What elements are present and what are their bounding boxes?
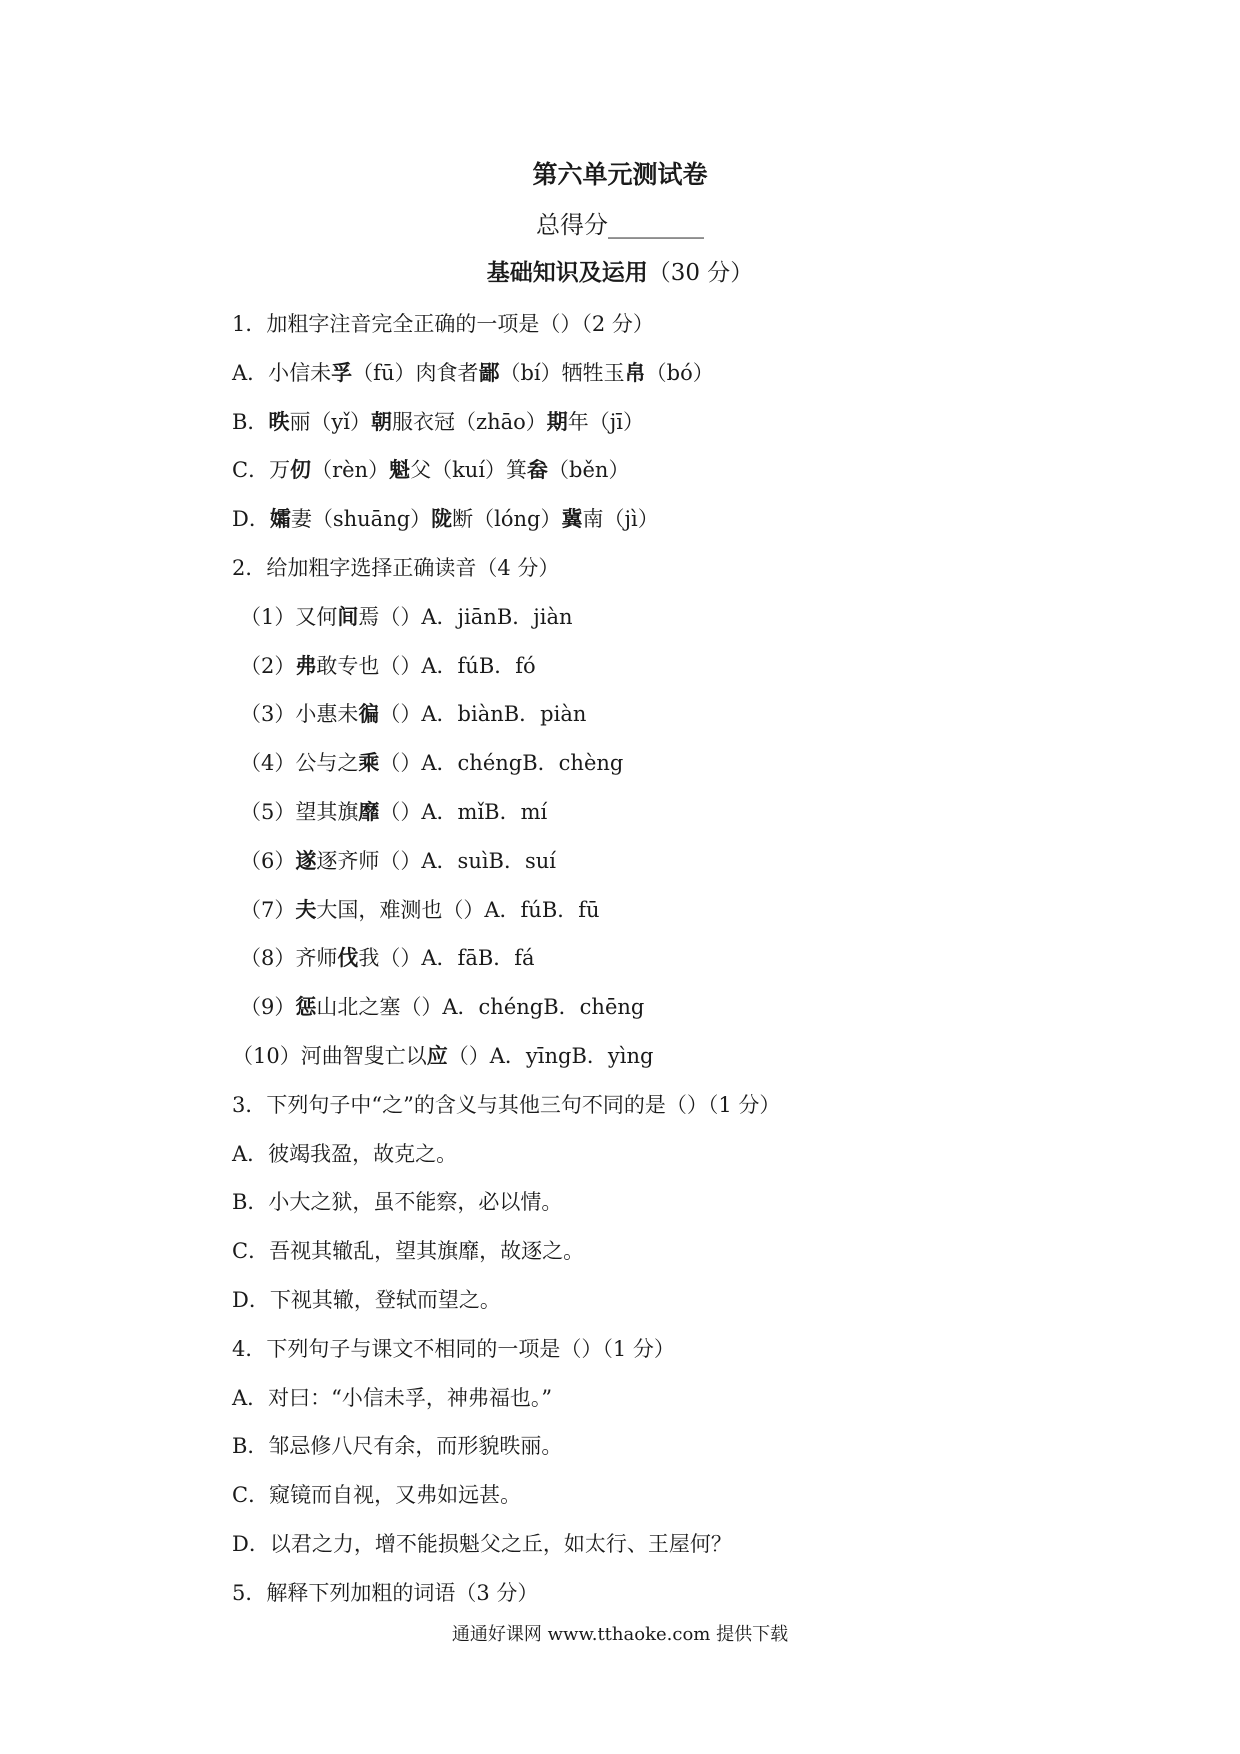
section-heading-text: 基础知识及运用: [486, 259, 648, 286]
bold-character: 夫: [295, 896, 317, 922]
line-text: （bó）: [645, 360, 714, 385]
bold-character: 惩: [295, 994, 317, 1020]
line-text: （fū）肉食者: [352, 360, 479, 385]
question-line-q4: [232, 1325, 1132, 1374]
bold-character: 靡: [358, 798, 380, 824]
line-text: 父（kuí）箕: [410, 458, 528, 483]
question-line-q2-6: [232, 837, 1132, 886]
bold-character: 冀: [561, 506, 583, 532]
line-text: B．: [232, 409, 269, 434]
line-text: 南（jì）: [582, 507, 659, 532]
line-text: 年（jī）: [567, 409, 645, 434]
line-text: D．下视其辙，登轼而望之。: [232, 1287, 501, 1312]
page-footer: 通通好课网 www.tthaoke.com 提供下载: [451, 1624, 789, 1645]
line-text: B．邹忌修八尺有余，而形貌昳丽。: [232, 1434, 563, 1459]
question-line-q1-a: [232, 349, 1132, 398]
question-line-q2-4: [232, 739, 1132, 788]
bold-character: 鄙: [478, 359, 500, 385]
question-line-q1-d: [232, 495, 1132, 544]
line-text: （8）齐师: [240, 946, 338, 971]
bold-character: 魁: [389, 457, 411, 483]
question-line-q1-c: [232, 446, 1132, 495]
line-text: 焉（）A．jiānB．jiàn: [358, 604, 573, 629]
question-line-q2-1: [232, 593, 1132, 642]
question-line-q3-c: [232, 1227, 1132, 1276]
line-text: 丽（yǐ）: [289, 409, 372, 434]
bold-character: 乘: [358, 750, 380, 776]
question-line-q4-b: [232, 1422, 1132, 1471]
total-score-label: 总得分________: [536, 211, 704, 239]
line-text: 服衣冠（zhāo）: [392, 409, 547, 434]
question-line-q2-3: [232, 690, 1132, 739]
line-text: （4）公与之: [240, 751, 359, 776]
line-text: 我（）A．fāB．fá: [358, 946, 535, 971]
question-line-q2-5: [232, 788, 1132, 837]
question-line-q4-c: [232, 1471, 1132, 1520]
line-text: （1）又何: [240, 604, 338, 629]
line-text: 3．下列句子中“之”的含义与其他三句不同的是（）（1 分）: [232, 1092, 781, 1117]
question-line-q1-b: [232, 398, 1132, 447]
question-line-q2-7: [232, 886, 1132, 935]
line-text: A．彼竭我盈，故克之。: [232, 1141, 458, 1166]
line-text: C．万: [232, 458, 291, 483]
question-line-q4-d: [232, 1520, 1132, 1569]
line-text: B．小大之狱，虽不能察，必以情。: [232, 1190, 563, 1215]
question-line-q2: [232, 544, 1132, 593]
line-text: （9）: [240, 995, 296, 1020]
bold-character: 孚: [331, 359, 353, 385]
line-text: 断（lóng）: [452, 507, 562, 532]
bold-character: 帛: [624, 359, 646, 385]
section-heading: [0, 253, 1240, 293]
question-line-q2-2: [232, 642, 1132, 691]
line-text: A．小信未: [232, 360, 332, 385]
bold-character: 徧: [358, 701, 380, 727]
line-text: （10）河曲智叟亡以: [232, 1043, 427, 1068]
question-line-q5: [232, 1569, 1132, 1618]
line-text: 4．下列句子与课文不相同的一项是（）（1 分）: [232, 1336, 675, 1361]
bold-character: 朝: [371, 408, 393, 434]
line-text: C．吾视其辙乱，望其旗靡，故逐之。: [232, 1239, 585, 1264]
question-line-q3: [232, 1081, 1132, 1130]
bold-character: 畚: [527, 457, 549, 483]
question-line-q4-a: [232, 1374, 1132, 1423]
question-line-q3-d: [232, 1276, 1132, 1325]
bold-character: 弗: [295, 652, 317, 678]
line-text: （）A．yīngB．yìng: [447, 1043, 654, 1068]
question-line-q3-a: [232, 1130, 1132, 1179]
section-points: （30 分）: [647, 260, 754, 286]
bold-character: 期: [546, 408, 568, 434]
line-text: 大国，难测也（）A．fúB．fū: [316, 897, 600, 922]
question-line-q1: [232, 300, 1132, 349]
page-title: 第六单元测试卷: [532, 160, 708, 189]
line-text: （）A．biànB．piàn: [379, 702, 587, 727]
line-text: 妻（shuāng）: [290, 507, 432, 532]
bold-character: 遂: [295, 847, 317, 873]
line-text: （2）: [240, 653, 296, 678]
line-text: （3）小惠未: [240, 702, 359, 727]
question-line-q3-b: [232, 1178, 1132, 1227]
line-text: A．对曰：“小信未孚，神弗福也。”: [232, 1385, 553, 1410]
bold-character: 陇: [431, 506, 453, 532]
question-list: [232, 300, 1132, 1618]
line-text: （rèn）: [311, 458, 390, 483]
bold-character: 孀: [269, 506, 291, 532]
bold-character: 伐: [337, 945, 359, 971]
line-text: 敢专也（）A．fúB．fó: [316, 653, 536, 678]
line-text: （）A．chéngB．chèng: [379, 751, 624, 776]
question-line-q2-9: [232, 983, 1132, 1032]
line-text: 2．给加粗字选择正确读音（4 分）: [232, 555, 560, 580]
question-line-q2-8: [232, 934, 1132, 983]
bold-character: 仞: [290, 457, 312, 483]
line-text: 5．解释下列加粗的词语（3 分）: [232, 1580, 539, 1605]
line-text: 山北之塞（）A．chéngB．chēng: [316, 995, 645, 1020]
line-text: （）A．mǐB．mí: [379, 799, 548, 824]
line-text: 逐齐师（）A．suìB．suí: [316, 848, 557, 873]
line-text: （bí）牺牲玉: [499, 360, 625, 385]
bold-character: 昳: [268, 408, 290, 434]
line-text: （6）: [240, 848, 296, 873]
bold-character: 间: [337, 603, 359, 629]
line-text: C．窥镜而自视，又弗如远甚。: [232, 1483, 522, 1508]
line-text: （běn）: [548, 458, 630, 483]
line-text: （5）望其旗: [240, 799, 359, 824]
bold-character: 应: [426, 1042, 448, 1068]
line-text: （7）: [240, 897, 296, 922]
line-text: 1．加粗字注音完全正确的一项是（）（2 分）: [232, 312, 654, 336]
line-text: D．以君之力，增不能损魁父之丘，如太行、王屋何？: [232, 1531, 732, 1556]
question-line-q2-10: [232, 1032, 1132, 1081]
line-text: D．: [232, 507, 270, 532]
